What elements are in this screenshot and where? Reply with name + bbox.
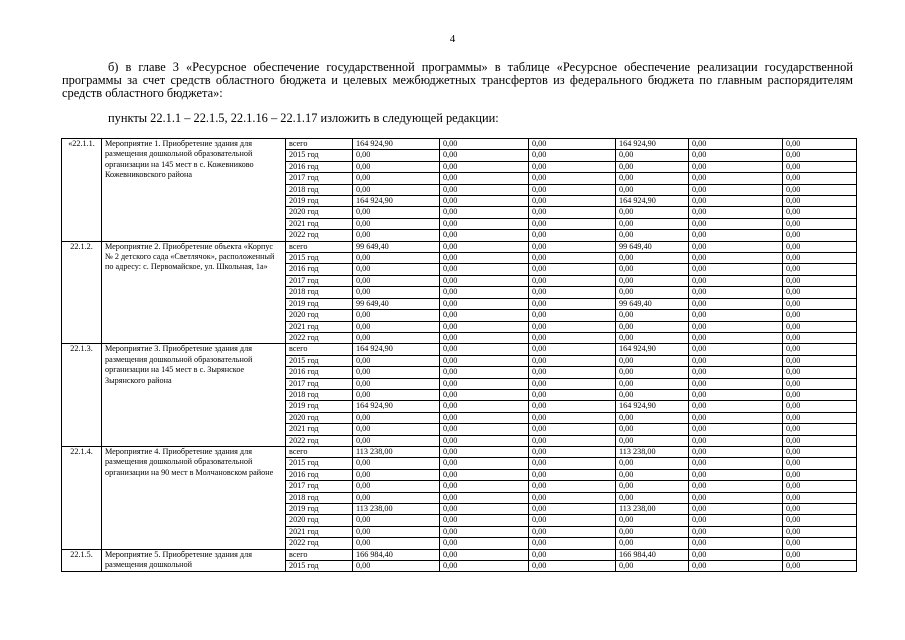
- amount-cell: 164 924,90: [616, 401, 689, 412]
- amount-cell: 164 924,90: [353, 196, 440, 207]
- amount-cell: 0,00: [616, 389, 689, 400]
- period-cell: 2022 год: [286, 435, 353, 446]
- amount-cell: 0,00: [783, 241, 857, 252]
- amount-cell: 0,00: [783, 344, 857, 355]
- amount-cell: 0,00: [440, 481, 529, 492]
- amount-cell: 99 649,40: [353, 241, 440, 252]
- amount-cell: 0,00: [783, 298, 857, 309]
- amount-cell: 0,00: [440, 401, 529, 412]
- item-number: 22.1.3.: [62, 344, 102, 447]
- period-cell: всего: [286, 139, 353, 150]
- amount-cell: 0,00: [353, 561, 440, 572]
- amount-cell: 0,00: [529, 310, 616, 321]
- amount-cell: 0,00: [529, 504, 616, 515]
- amount-cell: 0,00: [440, 310, 529, 321]
- period-cell: 2020 год: [286, 310, 353, 321]
- amount-cell: 0,00: [440, 515, 529, 526]
- table-row: [62, 241, 857, 252]
- amount-cell: 0,00: [783, 355, 857, 366]
- resource-table-body: [62, 139, 857, 572]
- amount-cell: 0,00: [440, 150, 529, 161]
- period-cell: 2015 год: [286, 355, 353, 366]
- amount-cell: 0,00: [440, 424, 529, 435]
- period-cell: всего: [286, 446, 353, 457]
- amount-cell: 0,00: [529, 549, 616, 560]
- amount-cell: 0,00: [783, 424, 857, 435]
- amount-cell: 0,00: [783, 469, 857, 480]
- period-cell: 2018 год: [286, 287, 353, 298]
- amount-cell: 0,00: [783, 561, 857, 572]
- period-cell: 2021 год: [286, 218, 353, 229]
- amount-cell: 0,00: [783, 196, 857, 207]
- amount-cell: 0,00: [440, 561, 529, 572]
- amount-cell: 113 238,00: [616, 446, 689, 457]
- amount-cell: 0,00: [689, 344, 783, 355]
- amount-cell: 0,00: [529, 538, 616, 549]
- amount-cell: 0,00: [353, 150, 440, 161]
- amount-cell: 0,00: [529, 378, 616, 389]
- amount-cell: 0,00: [529, 161, 616, 172]
- amount-cell: 0,00: [529, 492, 616, 503]
- amount-cell: 0,00: [689, 526, 783, 537]
- amount-cell: 0,00: [689, 310, 783, 321]
- amount-cell: 0,00: [689, 218, 783, 229]
- amount-cell: 0,00: [353, 310, 440, 321]
- period-cell: 2017 год: [286, 481, 353, 492]
- amount-cell: 0,00: [689, 321, 783, 332]
- amount-cell: 113 238,00: [353, 446, 440, 457]
- amount-cell: 0,00: [783, 253, 857, 264]
- amount-cell: 0,00: [689, 230, 783, 241]
- amount-cell: 0,00: [440, 161, 529, 172]
- amount-cell: 0,00: [783, 549, 857, 560]
- amount-cell: 0,00: [440, 218, 529, 229]
- amount-cell: 0,00: [616, 412, 689, 423]
- period-cell: 2019 год: [286, 196, 353, 207]
- intro-paragraph: б) в главе 3 «Ресурсное обеспечение государственной программы» в таблице «Ресурсное обеспечение реализации государственной программы за счет средств областного бюджета и целевых межбюджетных трансфертов из федерального бюджета по главным распорядителям средств областного бюджета»:: [62, 60, 853, 100]
- amount-cell: 0,00: [529, 207, 616, 218]
- amount-cell: 0,00: [689, 275, 783, 286]
- amount-cell: 0,00: [440, 184, 529, 195]
- amount-cell: 0,00: [616, 161, 689, 172]
- amount-cell: 0,00: [529, 298, 616, 309]
- amount-cell: 99 649,40: [353, 298, 440, 309]
- amount-cell: 0,00: [616, 469, 689, 480]
- amount-cell: 0,00: [529, 515, 616, 526]
- amount-cell: 0,00: [616, 173, 689, 184]
- amount-cell: 0,00: [529, 332, 616, 343]
- item-number: 22.1.5.: [62, 549, 102, 572]
- amount-cell: 0,00: [689, 504, 783, 515]
- amount-cell: 0,00: [616, 378, 689, 389]
- period-cell: 2016 год: [286, 161, 353, 172]
- amount-cell: 0,00: [689, 332, 783, 343]
- amount-cell: 0,00: [783, 332, 857, 343]
- amount-cell: 0,00: [529, 561, 616, 572]
- amount-cell: 0,00: [440, 344, 529, 355]
- period-cell: 2020 год: [286, 412, 353, 423]
- amount-cell: 0,00: [353, 526, 440, 537]
- amount-cell: 0,00: [440, 538, 529, 549]
- amount-cell: 0,00: [616, 184, 689, 195]
- amount-cell: 164 924,90: [353, 139, 440, 150]
- amount-cell: 0,00: [440, 287, 529, 298]
- amount-cell: 0,00: [616, 310, 689, 321]
- amount-cell: 0,00: [689, 161, 783, 172]
- amount-cell: 0,00: [689, 253, 783, 264]
- amount-cell: 0,00: [529, 412, 616, 423]
- amount-cell: 0,00: [689, 367, 783, 378]
- period-cell: всего: [286, 549, 353, 560]
- amount-cell: 0,00: [440, 378, 529, 389]
- amount-cell: 0,00: [440, 264, 529, 275]
- period-cell: 2021 год: [286, 526, 353, 537]
- amount-cell: 0,00: [689, 173, 783, 184]
- amount-cell: 0,00: [353, 355, 440, 366]
- amount-cell: 0,00: [616, 253, 689, 264]
- amount-cell: 0,00: [689, 207, 783, 218]
- period-cell: 2022 год: [286, 230, 353, 241]
- amount-cell: 0,00: [440, 241, 529, 252]
- page-number: 4: [449, 33, 456, 45]
- amount-cell: 0,00: [440, 549, 529, 560]
- amount-cell: 0,00: [616, 538, 689, 549]
- amount-cell: 0,00: [783, 218, 857, 229]
- amount-cell: 0,00: [689, 435, 783, 446]
- amount-cell: 0,00: [783, 492, 857, 503]
- amount-cell: 0,00: [616, 332, 689, 343]
- amount-cell: 0,00: [783, 504, 857, 515]
- amount-cell: 164 924,90: [353, 401, 440, 412]
- amount-cell: 0,00: [440, 275, 529, 286]
- amount-cell: 0,00: [440, 196, 529, 207]
- period-cell: 2016 год: [286, 367, 353, 378]
- amount-cell: 0,00: [616, 435, 689, 446]
- amount-cell: 0,00: [689, 538, 783, 549]
- period-cell: 2019 год: [286, 504, 353, 515]
- amount-cell: 164 924,90: [353, 344, 440, 355]
- amount-cell: 164 924,90: [616, 139, 689, 150]
- amount-cell: 0,00: [689, 241, 783, 252]
- amount-cell: 0,00: [440, 435, 529, 446]
- amount-cell: 0,00: [616, 424, 689, 435]
- amount-cell: 0,00: [353, 173, 440, 184]
- amount-cell: 0,00: [529, 481, 616, 492]
- amount-cell: 0,00: [440, 446, 529, 457]
- amount-cell: 0,00: [783, 287, 857, 298]
- amount-cell: 0,00: [529, 287, 616, 298]
- amount-cell: 0,00: [440, 492, 529, 503]
- points-paragraph: пункты 22.1.1 – 22.1.5, 22.1.16 – 22.1.17 изложить в следующей редакции:: [108, 111, 499, 125]
- amount-cell: 0,00: [353, 287, 440, 298]
- amount-cell: 0,00: [689, 264, 783, 275]
- amount-cell: 0,00: [353, 515, 440, 526]
- amount-cell: 0,00: [783, 458, 857, 469]
- amount-cell: 0,00: [440, 389, 529, 400]
- amount-cell: 0,00: [529, 458, 616, 469]
- amount-cell: 0,00: [440, 321, 529, 332]
- amount-cell: 0,00: [353, 435, 440, 446]
- amount-cell: 0,00: [616, 458, 689, 469]
- amount-cell: 164 924,90: [616, 196, 689, 207]
- amount-cell: 0,00: [783, 378, 857, 389]
- amount-cell: 0,00: [616, 481, 689, 492]
- amount-cell: 0,00: [616, 287, 689, 298]
- amount-cell: 0,00: [783, 230, 857, 241]
- amount-cell: 0,00: [616, 275, 689, 286]
- amount-cell: 0,00: [440, 504, 529, 515]
- amount-cell: 0,00: [353, 458, 440, 469]
- period-cell: 2016 год: [286, 469, 353, 480]
- amount-cell: 0,00: [353, 538, 440, 549]
- amount-cell: 0,00: [783, 161, 857, 172]
- amount-cell: 0,00: [616, 515, 689, 526]
- period-cell: 2018 год: [286, 389, 353, 400]
- amount-cell: 0,00: [783, 435, 857, 446]
- period-cell: 2019 год: [286, 298, 353, 309]
- amount-cell: 0,00: [353, 481, 440, 492]
- amount-cell: 0,00: [529, 424, 616, 435]
- amount-cell: 166 984,40: [616, 549, 689, 560]
- amount-cell: 0,00: [529, 230, 616, 241]
- period-cell: всего: [286, 241, 353, 252]
- amount-cell: 0,00: [689, 515, 783, 526]
- amount-cell: 0,00: [440, 355, 529, 366]
- amount-cell: 0,00: [689, 139, 783, 150]
- amount-cell: 0,00: [529, 275, 616, 286]
- amount-cell: 166 984,40: [353, 549, 440, 560]
- amount-cell: 99 649,40: [616, 241, 689, 252]
- amount-cell: 0,00: [783, 173, 857, 184]
- amount-cell: 0,00: [689, 412, 783, 423]
- amount-cell: 0,00: [616, 264, 689, 275]
- amount-cell: 0,00: [529, 344, 616, 355]
- item-description: Мероприятие 4. Приобретение здания для размещения дошкольной образовательной организации на 90 мест в Молчановском районе: [102, 446, 286, 549]
- amount-cell: 0,00: [529, 173, 616, 184]
- amount-cell: 113 238,00: [616, 504, 689, 515]
- period-cell: всего: [286, 344, 353, 355]
- amount-cell: 113 238,00: [353, 504, 440, 515]
- amount-cell: 0,00: [353, 218, 440, 229]
- amount-cell: 0,00: [529, 184, 616, 195]
- amount-cell: 0,00: [440, 526, 529, 537]
- amount-cell: 0,00: [783, 207, 857, 218]
- period-cell: 2015 год: [286, 458, 353, 469]
- amount-cell: 0,00: [783, 310, 857, 321]
- amount-cell: 0,00: [783, 412, 857, 423]
- amount-cell: 0,00: [353, 424, 440, 435]
- period-cell: 2017 год: [286, 378, 353, 389]
- amount-cell: 0,00: [616, 355, 689, 366]
- amount-cell: 0,00: [689, 492, 783, 503]
- amount-cell: 0,00: [440, 207, 529, 218]
- amount-cell: 0,00: [783, 184, 857, 195]
- amount-cell: 0,00: [529, 241, 616, 252]
- amount-cell: 0,00: [440, 412, 529, 423]
- amount-cell: 0,00: [616, 561, 689, 572]
- amount-cell: 0,00: [783, 321, 857, 332]
- period-cell: 2015 год: [286, 253, 353, 264]
- amount-cell: 0,00: [689, 184, 783, 195]
- amount-cell: 0,00: [689, 561, 783, 572]
- item-description: Мероприятие 2. Приобретение объекта «Корпус № 2 детского сада «Светлячок», расположенный по адресу: с. Первомайское, ул. Школьная, 1а»: [102, 241, 286, 344]
- table-row: [62, 344, 857, 355]
- amount-cell: 164 924,90: [616, 344, 689, 355]
- amount-cell: 0,00: [783, 515, 857, 526]
- amount-cell: 0,00: [440, 173, 529, 184]
- amount-cell: 0,00: [440, 469, 529, 480]
- amount-cell: 0,00: [689, 196, 783, 207]
- amount-cell: 0,00: [529, 526, 616, 537]
- amount-cell: 0,00: [529, 389, 616, 400]
- amount-cell: 0,00: [529, 446, 616, 457]
- amount-cell: 0,00: [689, 355, 783, 366]
- item-description: Мероприятие 5. Приобретение здания для размещения дошкольной: [102, 549, 286, 572]
- amount-cell: 0,00: [353, 264, 440, 275]
- amount-cell: 0,00: [353, 230, 440, 241]
- period-cell: 2016 год: [286, 264, 353, 275]
- amount-cell: 0,00: [529, 435, 616, 446]
- amount-cell: 0,00: [783, 150, 857, 161]
- period-cell: 2017 год: [286, 173, 353, 184]
- amount-cell: 0,00: [529, 367, 616, 378]
- amount-cell: 0,00: [783, 446, 857, 457]
- period-cell: 2021 год: [286, 321, 353, 332]
- amount-cell: 0,00: [529, 253, 616, 264]
- amount-cell: 0,00: [616, 230, 689, 241]
- amount-cell: 0,00: [440, 367, 529, 378]
- amount-cell: 0,00: [353, 332, 440, 343]
- period-cell: 2015 год: [286, 150, 353, 161]
- amount-cell: 0,00: [783, 264, 857, 275]
- amount-cell: 0,00: [689, 481, 783, 492]
- amount-cell: 0,00: [783, 139, 857, 150]
- item-number: 22.1.4.: [62, 446, 102, 549]
- item-description: Мероприятие 1. Приобретение здания для размещения дошкольной образовательной организации на 145 мест в с. Кожевниково Кожевниковского района: [102, 139, 286, 242]
- period-cell: 2017 год: [286, 275, 353, 286]
- amount-cell: 0,00: [689, 458, 783, 469]
- period-cell: 2021 год: [286, 424, 353, 435]
- period-cell: 2018 год: [286, 492, 353, 503]
- amount-cell: 0,00: [353, 207, 440, 218]
- item-number: 22.1.2.: [62, 241, 102, 344]
- period-cell: 2015 год: [286, 561, 353, 572]
- amount-cell: 0,00: [529, 139, 616, 150]
- amount-cell: 0,00: [440, 458, 529, 469]
- amount-cell: 0,00: [616, 526, 689, 537]
- amount-cell: 0,00: [353, 412, 440, 423]
- amount-cell: 0,00: [529, 469, 616, 480]
- amount-cell: 0,00: [783, 401, 857, 412]
- amount-cell: 0,00: [616, 367, 689, 378]
- period-cell: 2020 год: [286, 515, 353, 526]
- amount-cell: 0,00: [616, 218, 689, 229]
- amount-cell: 0,00: [689, 424, 783, 435]
- amount-cell: 0,00: [353, 161, 440, 172]
- amount-cell: 0,00: [689, 469, 783, 480]
- period-cell: 2022 год: [286, 332, 353, 343]
- amount-cell: 0,00: [689, 389, 783, 400]
- amount-cell: 0,00: [529, 355, 616, 366]
- amount-cell: 0,00: [783, 389, 857, 400]
- item-number: «22.1.1.: [62, 139, 102, 242]
- amount-cell: 0,00: [353, 321, 440, 332]
- amount-cell: 0,00: [440, 253, 529, 264]
- amount-cell: 0,00: [616, 207, 689, 218]
- amount-cell: 0,00: [783, 538, 857, 549]
- amount-cell: 0,00: [783, 367, 857, 378]
- amount-cell: 0,00: [689, 378, 783, 389]
- amount-cell: 0,00: [353, 378, 440, 389]
- period-cell: 2018 год: [286, 184, 353, 195]
- period-cell: 2022 год: [286, 538, 353, 549]
- amount-cell: 0,00: [689, 446, 783, 457]
- amount-cell: 0,00: [529, 196, 616, 207]
- amount-cell: 0,00: [529, 150, 616, 161]
- amount-cell: 0,00: [783, 481, 857, 492]
- amount-cell: 0,00: [529, 218, 616, 229]
- amount-cell: 0,00: [689, 549, 783, 560]
- amount-cell: 0,00: [353, 184, 440, 195]
- amount-cell: 0,00: [440, 332, 529, 343]
- amount-cell: 0,00: [353, 275, 440, 286]
- amount-cell: 0,00: [529, 264, 616, 275]
- amount-cell: 0,00: [353, 492, 440, 503]
- table-row: [62, 446, 857, 457]
- table-row: [62, 139, 857, 150]
- amount-cell: 0,00: [440, 298, 529, 309]
- amount-cell: 0,00: [440, 230, 529, 241]
- resource-table: [61, 138, 857, 572]
- period-cell: 2019 год: [286, 401, 353, 412]
- amount-cell: 0,00: [689, 298, 783, 309]
- amount-cell: 0,00: [529, 321, 616, 332]
- item-description: Мероприятие 3. Приобретение здания для размещения дошкольной образовательной организации на 145 мест в с. Зырянское Зырянского района: [102, 344, 286, 447]
- amount-cell: 99 649,40: [616, 298, 689, 309]
- amount-cell: 0,00: [616, 492, 689, 503]
- amount-cell: 0,00: [529, 401, 616, 412]
- amount-cell: 0,00: [616, 150, 689, 161]
- amount-cell: 0,00: [353, 389, 440, 400]
- amount-cell: 0,00: [689, 150, 783, 161]
- amount-cell: 0,00: [689, 287, 783, 298]
- amount-cell: 0,00: [689, 401, 783, 412]
- amount-cell: 0,00: [353, 469, 440, 480]
- period-cell: 2020 год: [286, 207, 353, 218]
- amount-cell: 0,00: [616, 321, 689, 332]
- amount-cell: 0,00: [783, 275, 857, 286]
- amount-cell: 0,00: [783, 526, 857, 537]
- amount-cell: 0,00: [440, 139, 529, 150]
- amount-cell: 0,00: [353, 367, 440, 378]
- amount-cell: 0,00: [353, 253, 440, 264]
- table-row: [62, 549, 857, 560]
